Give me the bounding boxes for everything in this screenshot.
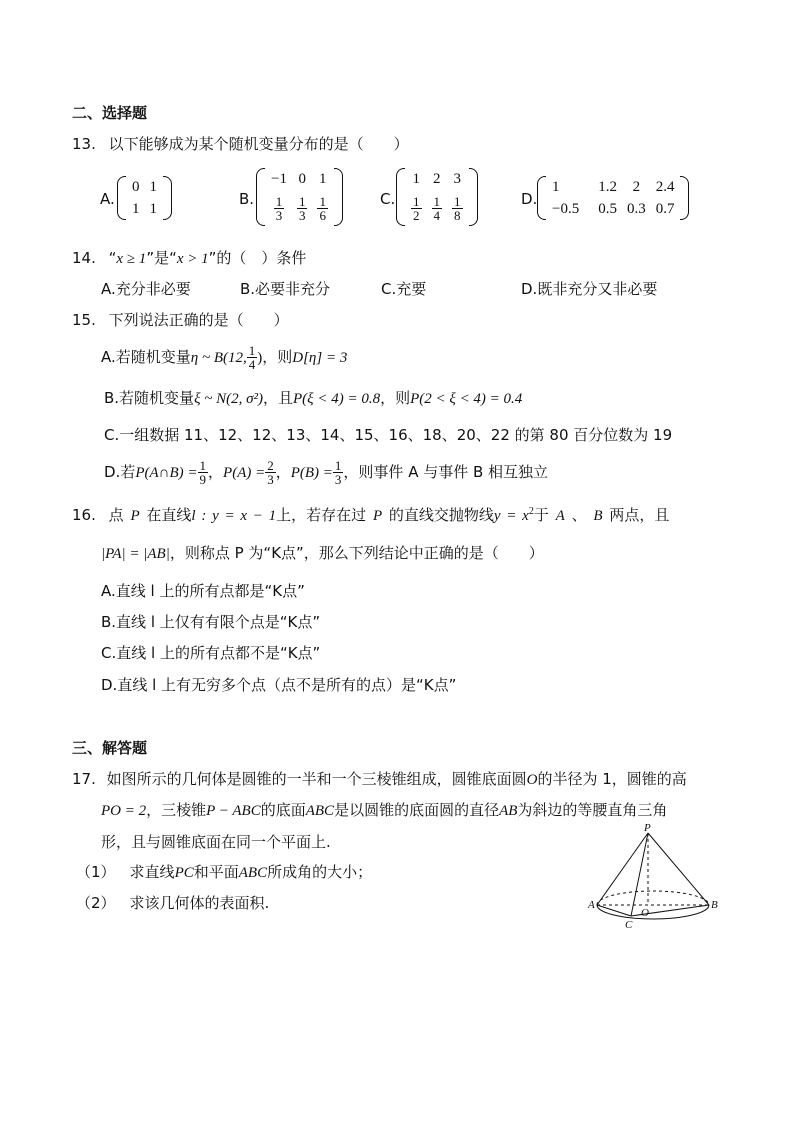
q14-option-a: A.充分非必要: [101, 280, 191, 298]
cone-base-back-arc: [597, 891, 709, 905]
q14-option-d: D.既非充分又非必要: [521, 280, 658, 298]
q17-sub-2: （2） 求该几何体的表面积.: [76, 894, 270, 912]
q13-option-b-label: B.: [239, 190, 255, 208]
label-c: C: [625, 919, 633, 931]
q15-option-d: D.若P(A∩B) = $\frac{1}{9}$ ，P(A) = $\frac{2}{3}$ ，P(B) = $\frac{1}{3}$ ，则事件 A 与事件 B 相互独立: [104, 458, 549, 487]
q13-option-a-matrix: 0 1 1 1: [117, 176, 172, 220]
q13-option-d-label: D.: [521, 190, 538, 208]
question-number: 14.: [72, 249, 96, 267]
label-b: B: [711, 899, 718, 911]
question-16-stem-line2: |PA| = |AB|，则称点 P 为“K点”，那么下列结论中正确的是（ ）: [101, 544, 544, 562]
q16-option-c: C.直线 l 上的所有点都不是“K点”: [101, 644, 321, 662]
question-number: 16.: [72, 506, 96, 524]
question-17-line1: 17. 如图所示的几何体是圆锥的一半和一个三棱锥组成，圆锥底面圆O的半径为 1，圆锥的高: [72, 770, 687, 788]
label-p: P: [644, 822, 651, 834]
q16-option-b: B.直线 l 上仅有有限个点是“K点”: [101, 613, 321, 631]
question-13-stem: [72, 134, 409, 154]
q13-option-c-label: C.: [380, 190, 396, 208]
q15-option-a: A.若随机变量η ~ B(12, $\frac{1}{4}$ )，则D[η] = 3: [101, 343, 348, 372]
question-number: 13.: [72, 135, 96, 153]
condition-1: x ≥ 1: [116, 251, 147, 267]
q13-option-b-matrix: −1 0 1 $\frac{1}{3}$ $\frac{1}{3}$ $\frac{1}{6}$: [256, 168, 343, 226]
q16-option-a: A.直线 l 上的所有点都是“K点”: [101, 582, 305, 600]
question-17-line2: PO = 2，三棱锥P − ABC的底面ABC是以圆锥的底面圆的直径AB为斜边的等腰直角三角: [101, 801, 668, 819]
q14-option-b: B.必要非充分: [240, 280, 331, 298]
cone-pyramid-figure: [580, 820, 720, 932]
question-text: 以下能够成为某个随机变量分布的是（ ）: [108, 135, 409, 153]
q17-sub-1: （1） 求直线PC和平面ABC所成角的大小；: [76, 863, 373, 881]
edge-pb: [648, 833, 709, 905]
section-heading-answer: 三、解答题: [72, 739, 148, 757]
q16-option-d: D.直线 l 上有无穷多个点（点不是所有的点）是“K点”: [101, 676, 457, 694]
q13-option-a-label: A.: [100, 190, 115, 208]
q15-option-c: C.一组数据 11、12、12、13、14、15、16、18、20、22 的第 80 百分位数为 19: [104, 426, 673, 444]
q15-option-b: B.若随机变量ξ ~ N(2, σ²)，且P(ξ < 4) = 0.8，则P(2 < ξ < 4) = 0.4: [104, 389, 523, 407]
question-number: 15.: [72, 311, 96, 329]
label-a: A: [588, 899, 595, 911]
section-heading-choice: 二、选择题: [72, 104, 148, 122]
q14-option-c: C.充要: [381, 280, 427, 298]
question-16-stem-line1: 16. 点 P 在直线l : y = x − 1上，若存在过 P 的直线交抛物线$y = x^2$于 A 、 B 两点，且: [72, 506, 670, 524]
question-number: 17.: [72, 770, 96, 788]
question-17-line3: 形，且与圆锥底面在同一个平面上.: [101, 833, 331, 851]
question-14-stem: 14. “x ≥ 1”是“x > 1”的（ ）条件: [72, 249, 307, 267]
q13-option-c-matrix: 1 2 3 $\frac{1}{2}$ $\frac{1}{4}$ $\frac{1}{8}$: [396, 168, 478, 226]
condition-2: x > 1: [176, 251, 209, 267]
q13-option-d-matrix: 1 1.2 2 2.4 −0.5 0.5 0.3 0.7: [537, 176, 689, 220]
question-15-stem: 15. 下列说法正确的是（ ）: [72, 311, 289, 329]
label-o: O: [641, 907, 649, 919]
